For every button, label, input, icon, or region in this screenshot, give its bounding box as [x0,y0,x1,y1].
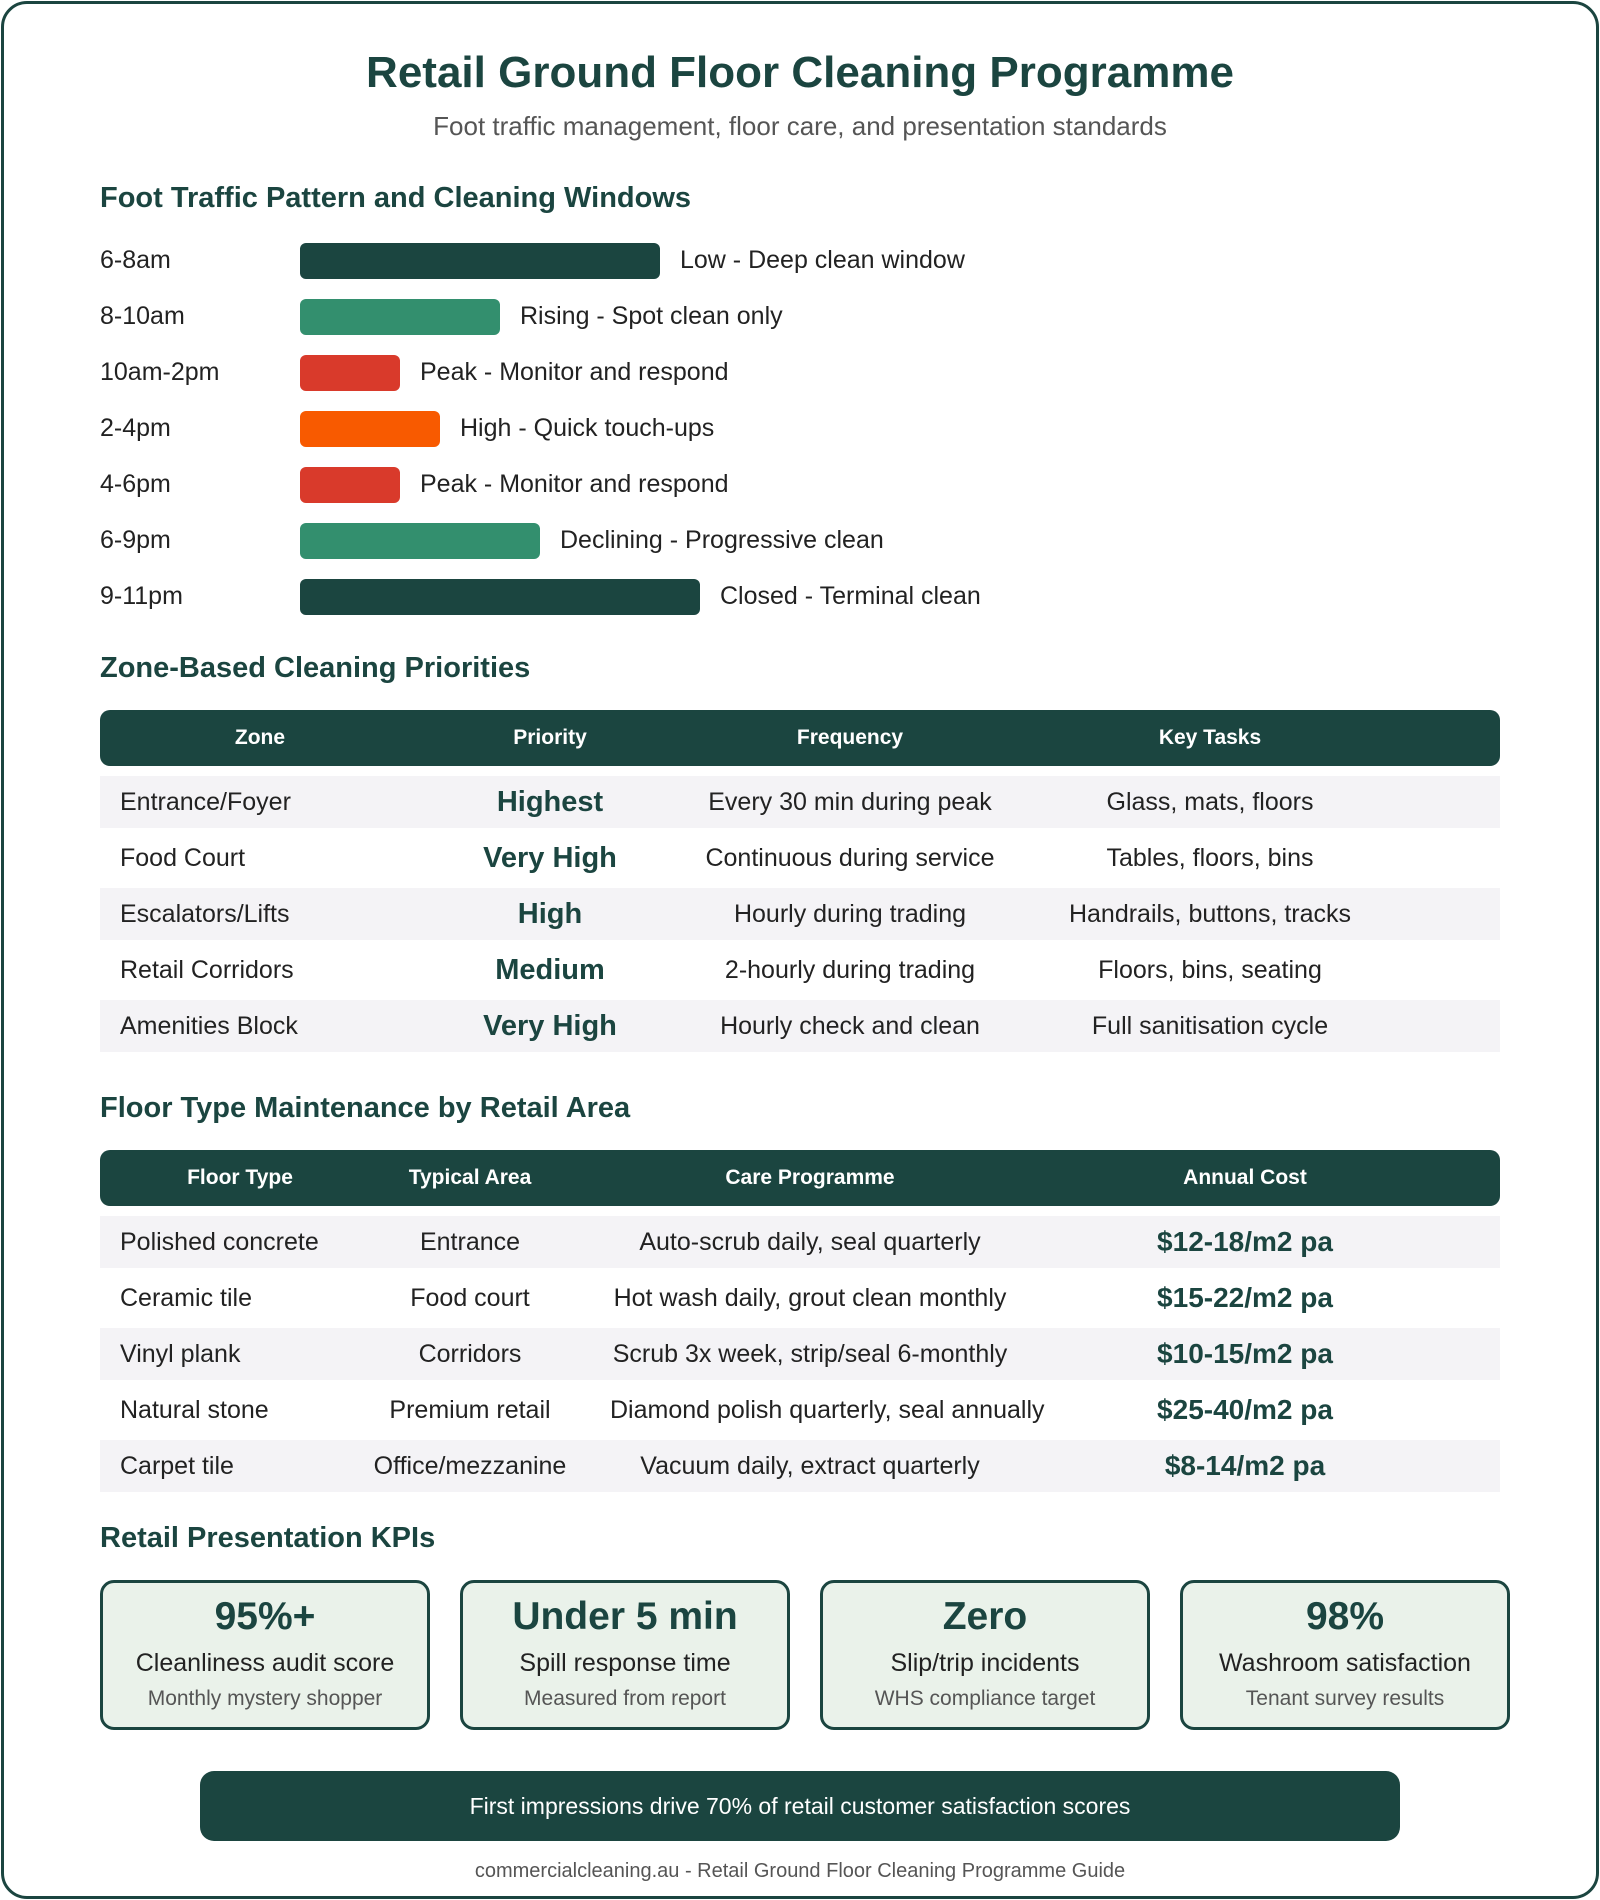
page-subtitle: Foot traffic management, floor care, and presentation standards [433,111,1167,141]
kpi-value: 95%+ [214,1595,316,1638]
kpi-label: Cleanliness audit score [135,1649,395,1677]
traffic-level-label: Rising - Spot clean only [520,302,783,330]
footer-text: commercialcleaning.au - Retail Ground Floor Cleaning Programme Guide [474,1860,1126,1882]
kpi-card [820,1580,1150,1730]
traffic-bar [300,243,660,279]
floor-cell: $25-40/m2 pa [1157,1394,1333,1425]
kpi-label: Washroom satisfaction [1219,1649,1471,1677]
traffic-level-label: Peak - Monitor and respond [420,470,729,498]
table-row [100,1272,1500,1324]
zone-cell: Hourly check and clean [720,1012,980,1040]
table-row [100,944,1500,996]
traffic-bar [300,467,400,503]
zone-cell: Every 30 min during peak [708,788,992,816]
floor-cell: $8-14/m2 pa [1164,1450,1326,1481]
zone-header-cell: Key Tasks [1158,726,1262,749]
traffic-bar [300,411,440,447]
zones-section-title: Zone-Based Cleaning Priorities [100,652,531,684]
zone-cell: Medium [495,954,605,986]
traffic-time-label: 6-8am [100,246,171,274]
zone-header-cell: Zone [234,726,286,749]
floor-cell: Office/mezzanine [373,1452,567,1480]
floor-cell: Premium retail [389,1396,551,1424]
floor-cell: Auto-scrub daily, seal quarterly [639,1228,981,1256]
traffic-time-label: 9-11pm [100,582,183,610]
traffic-time-label: 4-6pm [100,470,171,498]
traffic-level-label: Closed - Terminal clean [720,582,981,610]
kpi-card [1180,1580,1510,1730]
traffic-bar [300,579,700,615]
floor-cell: Vacuum daily, extract quarterly [640,1452,980,1480]
kpi-note: Measured from report [524,1687,726,1710]
traffic-bar [300,523,540,559]
floor-cell: Carpet tile [120,1452,234,1480]
zone-cell: Full sanitisation cycle [1091,1012,1329,1040]
zone-cell: Continuous during service [705,844,995,872]
table-row [100,1440,1500,1492]
floor-cell: Corridors [418,1340,522,1368]
table-row [100,1328,1500,1380]
floor-cell: Hot wash daily, grout clean monthly [613,1284,1007,1312]
kpi-value: Under 5 min [512,1595,738,1638]
page-title: Retail Ground Floor Cleaning Programme [366,48,1234,97]
kpi-card [100,1580,430,1730]
floor-header-cell: Care Programme [725,1166,895,1189]
zones-table [100,710,1500,1055]
traffic-row [100,296,1500,336]
traffic-level-label: Declining - Progressive clean [560,526,884,554]
traffic-level-label: Low - Deep clean window [680,246,965,274]
floor-cell: Natural stone [120,1396,269,1424]
kpi-note: WHS compliance target [874,1687,1096,1710]
zone-header-cell: Frequency [796,726,904,749]
zone-cell: Hourly during trading [733,900,967,928]
floor-cell: $12-18/m2 pa [1157,1226,1333,1257]
floors-table [100,1150,1500,1495]
traffic-time-label: 10am-2pm [100,358,220,386]
traffic-row [100,408,1500,448]
table-row [100,1216,1500,1268]
zone-header-cell: Priority [513,726,587,749]
floor-cell: Diamond polish quarterly, seal annually [610,1396,1045,1424]
zone-cell: Very High [483,842,617,874]
traffic-bar [300,355,400,391]
traffic-row [100,352,1500,392]
zone-cell: Escalators/Lifts [120,900,290,928]
floor-cell: Entrance [419,1228,521,1256]
traffic-row [100,464,1500,504]
kpi-value: 98% [1305,1595,1385,1638]
kpi-label: Spill response time [519,1649,731,1677]
floor-table-header [100,1150,1500,1206]
floor-cell: Scrub 3x week, strip/seal 6-monthly [612,1340,1008,1368]
zone-cell: Floors, bins, seating [1098,956,1322,984]
traffic-level-label: High - Quick touch-ups [460,414,715,442]
zone-cell: Handrails, buttons, tracks [1068,900,1352,928]
floor-cell: Food court [410,1284,530,1312]
traffic-row [100,520,1500,560]
traffic-bar [300,299,500,335]
zone-cell: Amenities Block [120,1012,298,1040]
zone-cell: Highest [496,786,604,818]
floor-cell: $10-15/m2 pa [1157,1338,1333,1369]
floor-cell: $15-22/m2 pa [1157,1282,1333,1313]
table-row [100,888,1500,940]
floor-cell: Polished concrete [120,1228,319,1256]
zone-cell: Tables, floors, bins [1106,844,1314,872]
floor-cell: Ceramic tile [120,1284,252,1312]
traffic-time-label: 8-10am [100,302,185,330]
summary-banner: First impressions drive 70% of retail customer satisfaction scores [200,1771,1400,1841]
zone-cell: Entrance/Foyer [120,788,291,816]
zone-cell: Very High [483,1010,617,1042]
zone-cell: Food Court [120,844,246,872]
floor-cell: Vinyl plank [120,1340,241,1368]
zone-cell: High [517,898,583,930]
table-row [100,776,1500,828]
kpi-note: Tenant survey results [1245,1687,1445,1710]
zone-cell: Retail Corridors [120,956,294,984]
kpi-value: Zero [942,1595,1028,1638]
zone-cell: Glass, mats, floors [1106,788,1314,816]
traffic-level-label: Peak - Monitor and respond [420,358,729,386]
floor-header-cell: Floor Type [187,1166,293,1189]
zone-table-header [100,710,1500,766]
traffic-row [100,240,1500,280]
kpi-label: Slip/trip incidents [890,1649,1080,1677]
table-row [100,1000,1500,1052]
traffic-time-label: 6-9pm [100,526,171,554]
table-row [100,832,1500,884]
floor-header-cell: Annual Cost [1183,1166,1307,1189]
kpi-card [460,1580,790,1730]
table-row [100,1384,1500,1436]
floor-header-cell: Typical Area [408,1166,532,1189]
traffic-time-label: 2-4pm [100,414,171,442]
zone-cell: 2-hourly during trading [724,956,976,984]
kpis-section-title: Retail Presentation KPIs [100,1522,436,1554]
traffic-section-title: Foot Traffic Pattern and Cleaning Windows [100,182,692,214]
floors-section-title: Floor Type Maintenance by Retail Area [100,1092,631,1124]
kpi-note: Monthly mystery shopper [147,1687,383,1710]
traffic-row [100,576,1500,616]
